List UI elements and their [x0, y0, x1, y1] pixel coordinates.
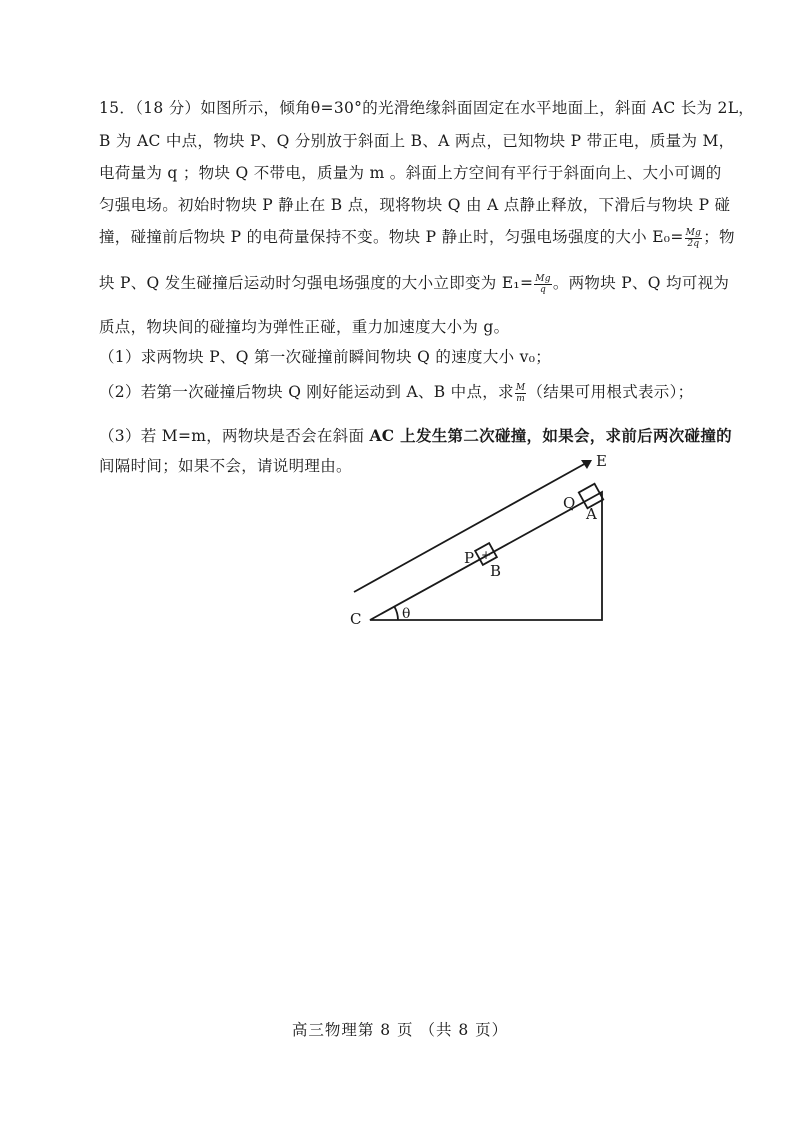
question-2: [99, 380, 693, 404]
page-footer: 高三物理第 8 页 （共 8 页）: [291, 1021, 509, 1039]
label-Q: Q: [563, 494, 576, 512]
fraction-numerator: M: [515, 382, 526, 393]
angle-arc: [395, 607, 399, 620]
line-text: （结果可用根式表示）；: [527, 383, 694, 401]
problem-line: [99, 271, 729, 295]
label-E: E: [596, 452, 607, 470]
line-text: 块 P、Q 发生碰撞后运动时匀强电场强度的大小立即变为 E₁=: [99, 274, 534, 292]
fraction-denominator: 2q: [687, 238, 700, 249]
line-text-bold: AC 上发生第二次碰撞，如果会，求前后两次碰撞的: [369, 426, 732, 445]
line-text: （2）若第一次碰撞后物块 Q 刚好能运动到 A、B 中点，求: [99, 383, 514, 401]
fraction-E0: [685, 228, 703, 249]
incline-diagram: [340, 450, 630, 640]
problem-line: [99, 225, 735, 249]
problem-line: 匀强电场。初始时物块 P 静止在 B 点，现将物块 Q 由 A 点静止释放，下滑后与物块 P 碰: [99, 196, 731, 214]
label-C: C: [350, 610, 362, 628]
line-text: （3）若 M=m，两物块是否会在斜面: [99, 427, 370, 445]
fraction-numerator: Mg: [535, 273, 551, 284]
fraction-numerator: Mg: [685, 227, 702, 238]
label-P: P: [464, 549, 475, 567]
line-text: 撞，碰撞前后物块 P 的电荷量保持不变。物块 P 静止时，匀强电场强度的大小 E₀=: [99, 228, 684, 246]
problem-line: 质点，物块间的碰撞均为弹性正碰，重力加速度大小为 g。: [99, 318, 510, 336]
problem-line: 15．（18 分）如图所示，倾角θ=30°的光滑绝缘斜面固定在水平地面上，斜面 AC 长为 2L，: [99, 99, 755, 117]
line-text: ；物: [703, 228, 735, 246]
fraction-E1: [534, 274, 552, 295]
label-B: B: [490, 562, 502, 580]
problem-line: 电荷量为 q ；物块 Q 不带电，质量为 m 。斜面上方空间有平行于斜面向上、大小可调的: [99, 164, 722, 182]
fraction-denominator: m: [516, 393, 526, 404]
plus-sign: +: [481, 548, 492, 562]
problem-line: B 为 AC 中点，物块 P、Q 分别放于斜面上 B、A 两点，已知物块 P 带正电，质量为 M，: [99, 132, 735, 150]
fraction-M-over-m: [515, 383, 527, 404]
line-text: 。两物块 P、Q 均可视为: [552, 274, 730, 292]
question-3: [99, 424, 732, 446]
label-theta: θ: [402, 606, 411, 622]
question-3-cont: 间隔时间；如果不会，请说明理由。: [99, 457, 352, 475]
label-A: A: [586, 505, 597, 523]
question-1: （1）求两物块 P、Q 第一次碰撞前瞬间物块 Q 的速度大小 v₀；: [99, 348, 552, 366]
fraction-denominator: q: [540, 284, 547, 295]
field-arrow-line: [354, 462, 588, 592]
